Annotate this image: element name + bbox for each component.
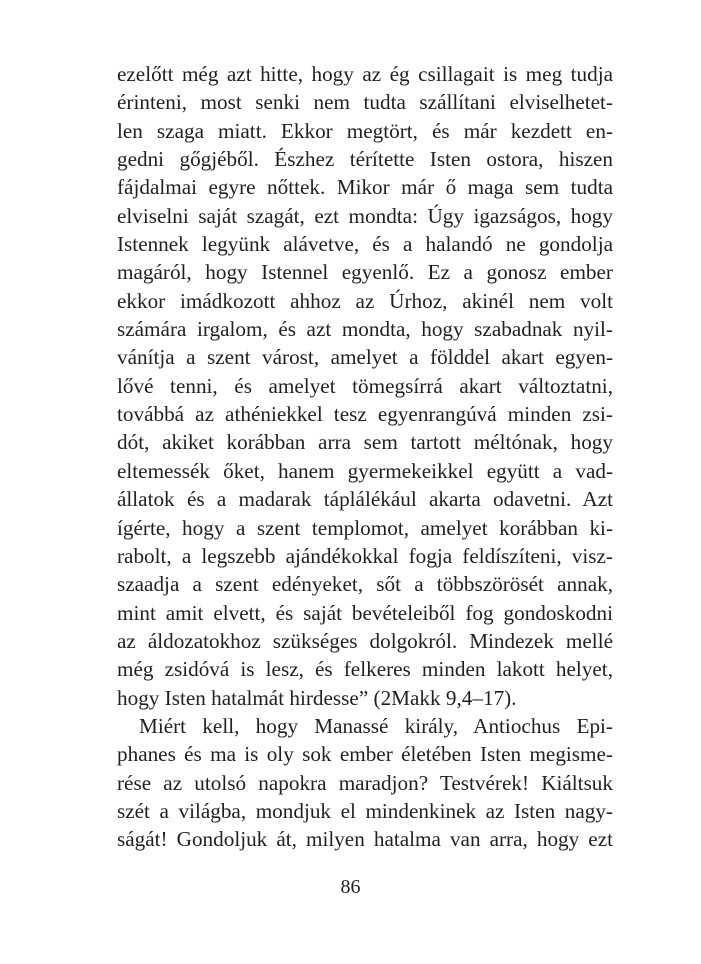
text-line: gedni gőgjéből. Észhez térítette Isten ostora, hiszen xyxy=(117,147,613,172)
text-line: fájdalmai egyre nőttek. Mikor már ő maga sem tudta xyxy=(117,175,613,200)
text-line: állatok és a madarak táplálékául akarta odavetni. Azt xyxy=(117,487,613,512)
text-line: szaadja a szent edényeket, sőt a többszörösét annak, xyxy=(117,572,613,597)
text-line: len szaga miatt. Ekkor megtört, és már kezdett en- xyxy=(117,118,613,143)
text-line: rabolt, a legszebb ajándékokkal fogja feldíszíteni, visz- xyxy=(117,543,613,568)
text-line: szét a világba, mondjuk el mindenkinek az Isten nagy- xyxy=(117,798,613,823)
text-line: az áldozatokhoz szükséges dolgokról. Mindezek mellé xyxy=(117,628,613,653)
text-line: ezelőtt még azt hitte, hogy az ég csillagait is meg tudja xyxy=(117,62,613,86)
text-line: ígérte, hogy a szent templomot, amelyet korábban ki- xyxy=(117,515,613,540)
text-line: hogy Isten hatalmát hirdesse” (2Makk 9,4–17). xyxy=(117,685,517,710)
text-line: magáról, hogy Istennel egyenlő. Ez a gonosz ember xyxy=(117,260,613,285)
text-line: még zsidóvá is lesz, és felkeres minden lakott helyet, xyxy=(117,657,613,682)
text-line: eltemessék őket, hanem gyermekeikkel együtt a vad- xyxy=(117,458,613,483)
text-line: mint amit elvett, és saját bevételeiből fog gondoskodni xyxy=(117,600,613,625)
body-text xyxy=(117,60,613,854)
text-line: érinteni, most senki nem tudta szállítani elviselhetet- xyxy=(117,90,613,115)
text-line: Istennek legyünk alávetve, és a halandó ne gondolja xyxy=(117,232,613,257)
text-line: phanes és ma is oly sok ember életében Isten megisme- xyxy=(117,742,613,767)
text-line: számára irgalom, és azt mondta, hogy szabadnak nyil- xyxy=(117,317,613,342)
paragraph-1 xyxy=(117,60,613,712)
text-line: elviselni saját szagát, ezt mondta: Úgy igazságos, hogy xyxy=(117,203,613,228)
text-line: vánítja a szent várost, amelyet a földdel akart egyen- xyxy=(117,345,613,370)
text-line: rése az utolsó napokra maradjon? Testvérek! Kiáltsuk xyxy=(117,770,613,795)
text-line: ságát! Gondoljuk át, milyen hatalma van arra, hogy ezt xyxy=(117,827,613,852)
text-line: lővé tenni, és amelyet tömegsírrá akart változtatni, xyxy=(117,373,613,398)
text-line: dót, akiket korábban arra sem tartott méltónak, hogy xyxy=(117,430,613,455)
paragraph-2 xyxy=(117,712,613,854)
text-line: továbbá az athéniekkel tesz egyenrangúvá minden zsi- xyxy=(117,402,613,427)
text-line: ekkor imádkozott ahhoz az Úrhoz, akinél nem volt xyxy=(117,288,613,313)
text-line: Miért kell, hogy Manassé király, Antiochus Epi- xyxy=(139,713,613,738)
page-number: 86 xyxy=(340,876,361,898)
